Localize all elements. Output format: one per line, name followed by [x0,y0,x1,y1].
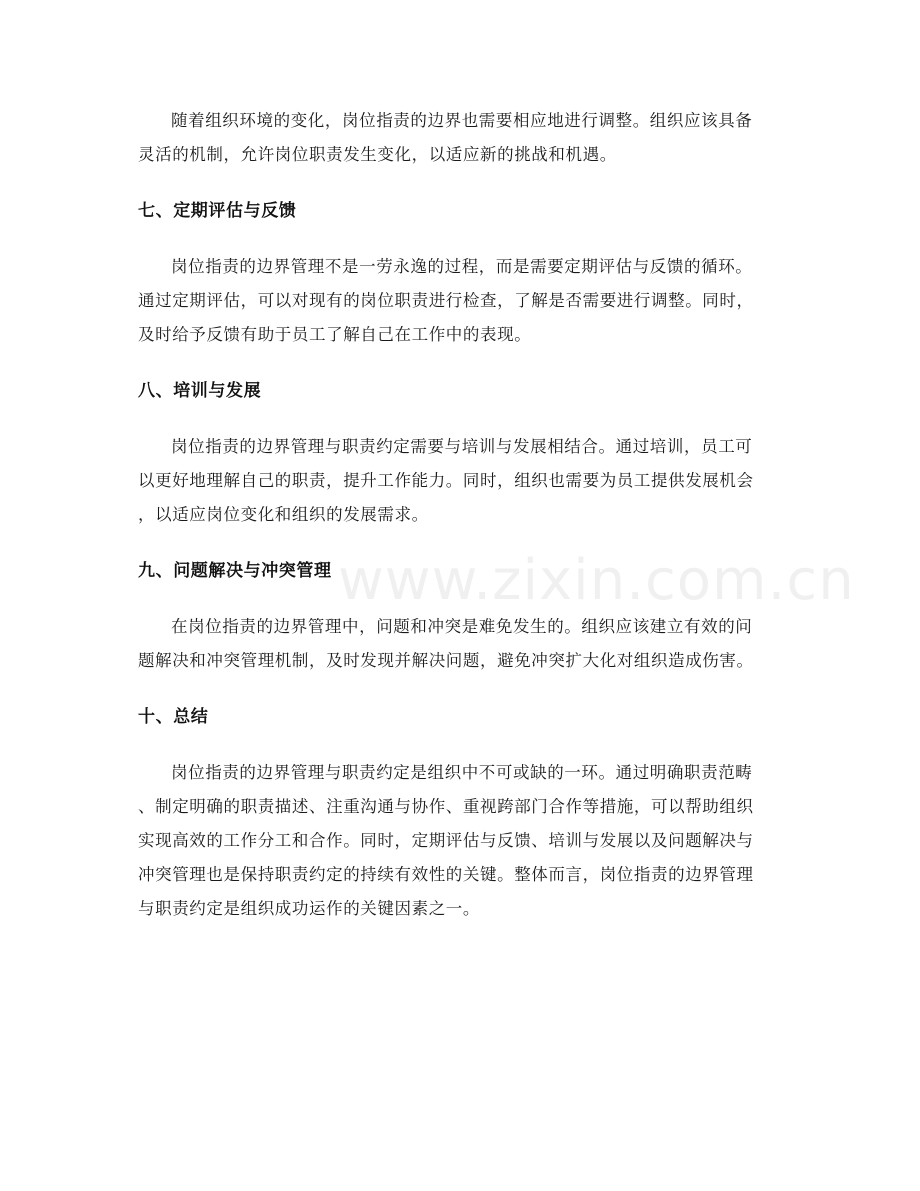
document-body [138,104,786,926]
section-paragraph-8 [138,430,786,532]
paragraph-line: 题解决和冲突管理机制，及时发现并解决问题，避免冲突扩大化对组织造成伤害。 [138,651,754,670]
paragraph-line: 及时给予反馈有助于员工了解自己在工作中的表现。 [138,325,532,344]
paragraph-line: 实现高效的工作分工和合作。同时，定期评估与反馈、培训与发展以及问题解决与 [138,831,754,850]
paragraph-line: 岗位指责的边界管理不是一劳永逸的过程，而是需要定期评估与反馈的循环。 [171,257,753,276]
intro-paragraph [138,104,786,172]
watermark: www.zixin.com.cn [338,548,855,613]
section-heading-10: 十、总结 [138,707,209,727]
paragraph-line: 岗位指责的边界管理与职责约定需要与培训与发展相结合。通过培训，员工可 [171,437,753,456]
paragraph-line: 在岗位指责的边界管理中，问题和冲突是难免发生的。组织应该建立有效的问 [171,617,753,636]
paragraph-line: 冲突管理也是保持职责约定的持续有效性的关键。整体而言，岗位指责的边界管理 [138,865,754,884]
paragraph-line: 灵活的机制，允许岗位职责发生变化，以适应新的挑战和机遇。 [138,145,617,164]
paragraph-line: ，以适应岗位变化和组织的发展需求。 [138,505,429,524]
paragraph-line: 以更好地理解自己的职责，提升工作能力。同时，组织也需要为员工提供发展机会 [138,471,754,490]
section-heading-9: 九、问题解决与冲突管理 [138,561,332,581]
section-heading-8: 八、培训与发展 [138,381,262,401]
section-paragraph-7 [138,250,786,352]
section-paragraph-9 [138,610,786,678]
paragraph-line: 随着组织环境的变化，岗位指责的边界也需要相应地进行调整。组织应该具备 [171,111,753,130]
paragraph-line: 通过定期评估，可以对现有的岗位职责进行检查，了解是否需要进行调整。同时， [138,291,754,310]
paragraph-line: 与职责约定是组织成功运作的关键因素之一。 [138,899,480,918]
paragraph-line: 岗位指责的边界管理与职责约定是组织中不可或缺的一环。通过明确职责范畴 [171,763,753,782]
section-heading-7: 七、定期评估与反馈 [138,201,297,221]
section-paragraph-10 [138,756,786,926]
paragraph-line: 、制定明确的职责描述、注重沟通与协作、重视跨部门合作等措施，可以帮助组织 [138,797,754,816]
